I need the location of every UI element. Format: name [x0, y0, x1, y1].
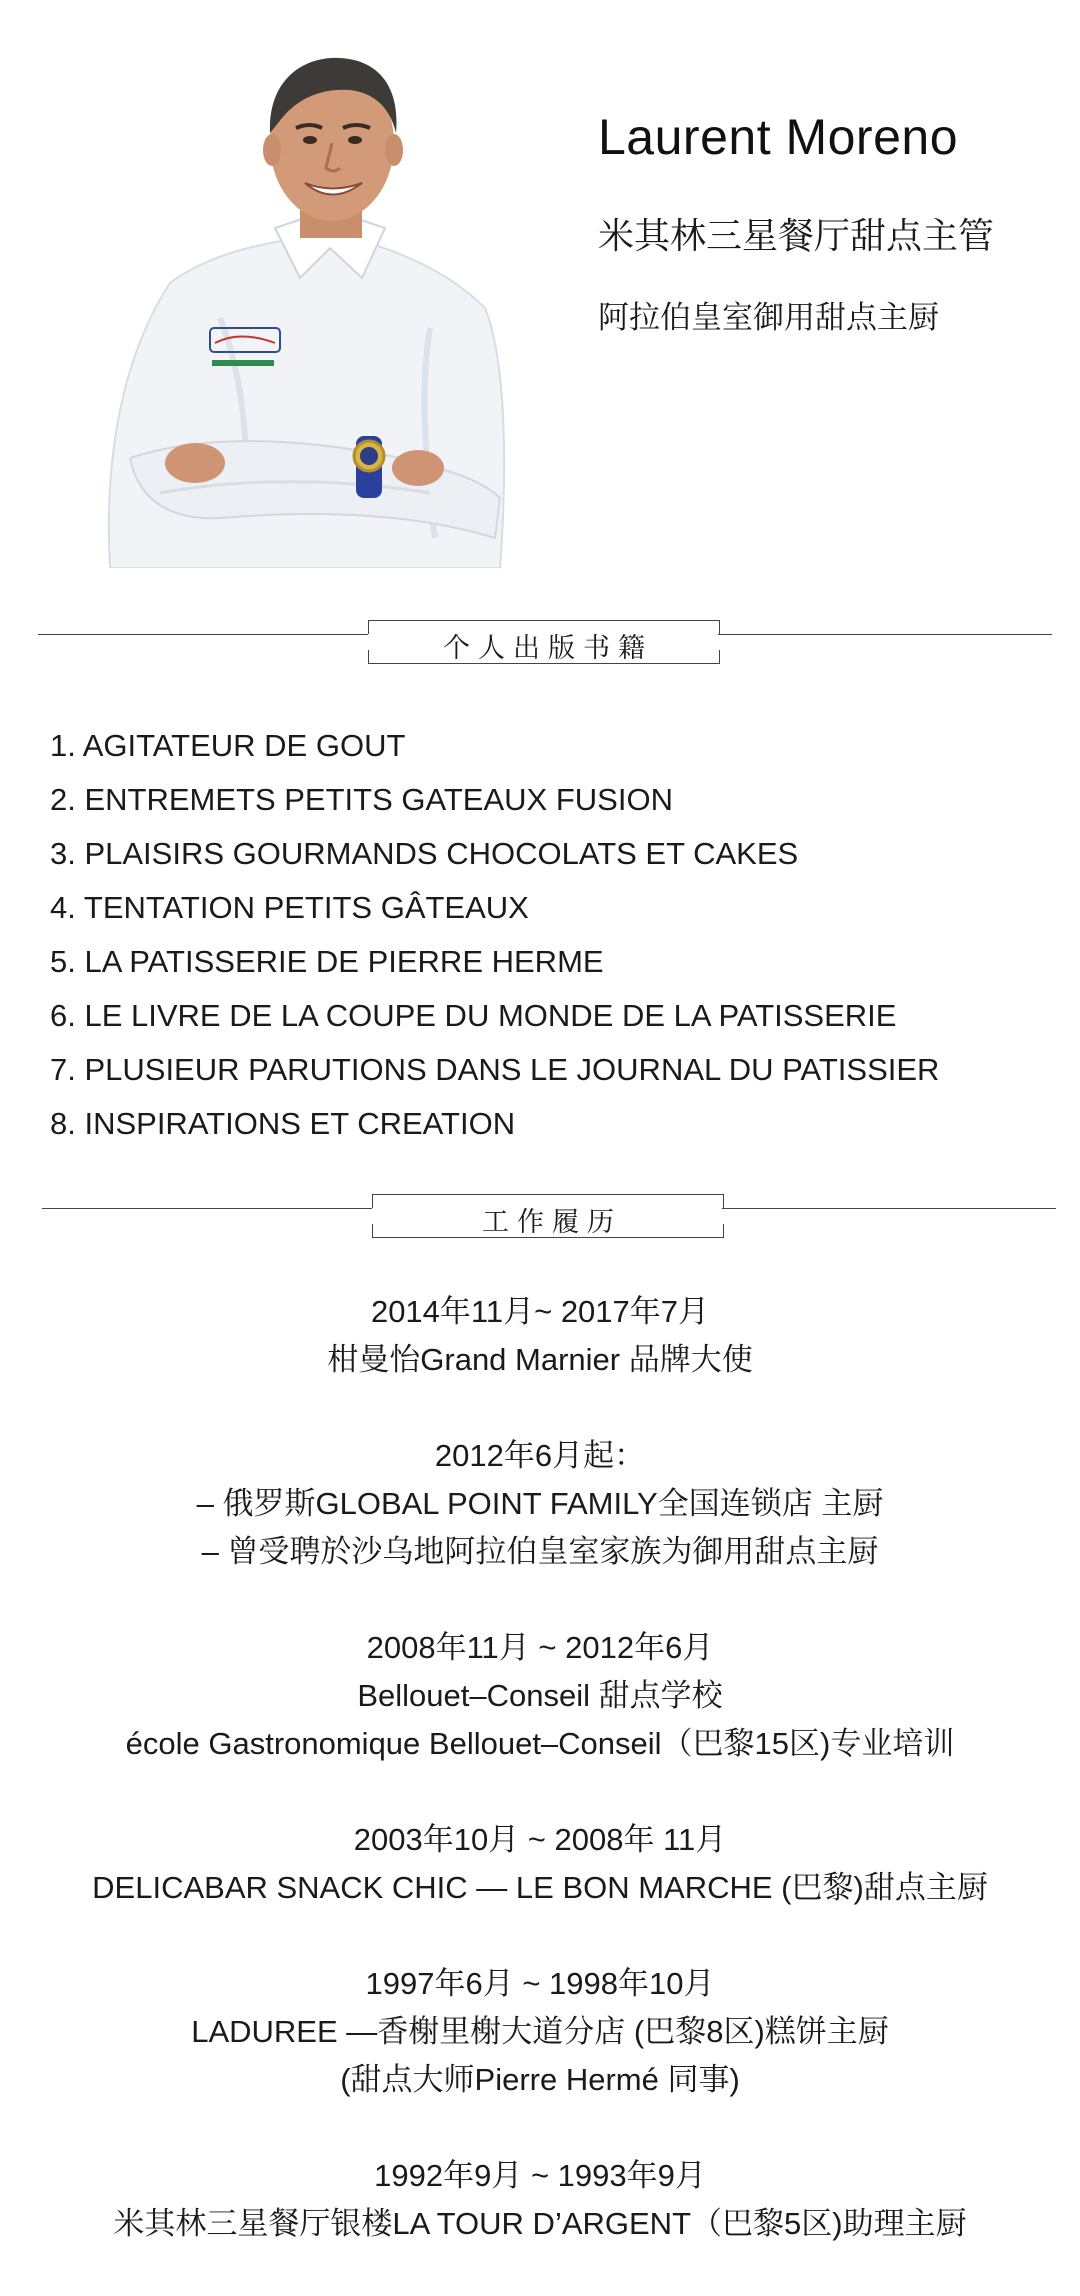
career-period: 2012年6月起：	[434, 1438, 646, 1473]
career-period: 1992年9月 ~ 1993年9月	[374, 2158, 706, 2193]
career-period: 2008年11月 ~ 2012年6月	[366, 1630, 714, 1665]
list-item: 2. ENTREMETS PETITS GATEAUX FUSION	[50, 782, 673, 817]
career-entry	[0, 1288, 1080, 1384]
career-entry	[0, 2152, 1080, 2248]
career-detail: Bellouet–Conseil 甜点学校	[357, 1678, 723, 1713]
list-item: 4. TENTATION PETITS GÂTEAUX	[50, 890, 529, 925]
books-section-title: 个人出版书籍	[443, 633, 653, 664]
list-item: 1. AGITATEUR DE GOUT	[50, 728, 406, 763]
career-section-header	[0, 1194, 1080, 1244]
career-detail: 柑曼怡Grand Marnier 品牌大使	[327, 1342, 753, 1377]
header-rule-left	[42, 1208, 372, 1209]
header-rule-right	[722, 1208, 1056, 1209]
chef-title-primary: 米其林三星餐厅甜点主管	[598, 216, 995, 257]
list-item: 5. LA PATISSERIE DE PIERRE HERME	[50, 944, 604, 979]
header-frame	[372, 1194, 724, 1238]
book-list	[50, 719, 939, 1151]
career-detail: – 俄罗斯GLOBAL POINT FAMILY全国连锁店 主厨	[196, 1486, 884, 1521]
career-entry	[0, 1432, 1080, 1576]
career-detail: 米其林三星餐厅银楼LA TOUR D’ARGENT（巴黎5区)助理主厨	[113, 2206, 967, 2241]
career-detail: DELICABAR SNACK CHIC — LE BON MARCHE (巴黎)甜点主厨	[92, 1870, 988, 1905]
career-entry	[0, 1624, 1080, 1768]
career-detail: LADUREE —香榭里榭大道分店 (巴黎8区)糕饼主厨	[191, 2014, 889, 2049]
career-period: 2014年11月~ 2017年7月	[370, 1294, 710, 1329]
list-item: 7. PLUSIEUR PARUTIONS DANS LE JOURNAL DU PATISSIER	[50, 1052, 940, 1087]
career-detail: (甜点大师Pierre Hermé 同事)	[340, 2062, 740, 2097]
chef-portrait	[100, 38, 520, 568]
career-period: 2003年10月 ~ 2008年 11月	[353, 1822, 727, 1857]
header-rule-right	[718, 634, 1052, 635]
career-period: 1997年6月 ~ 1998年10月	[365, 1966, 715, 2001]
career-list	[0, 1288, 1080, 2296]
chef-name: Laurent Moreno	[598, 109, 959, 165]
chef-title-secondary: 阿拉伯皇室御用甜点主厨	[598, 300, 939, 336]
list-item: 8. INSPIRATIONS ET CREATION	[50, 1106, 516, 1141]
books-section-header	[0, 620, 1080, 670]
list-item: 6. LE LIVRE DE LA COUPE DU MONDE DE LA PATISSERIE	[50, 998, 897, 1033]
career-entry	[0, 1816, 1080, 1912]
header-rule-left	[38, 634, 368, 635]
career-entry	[0, 1960, 1080, 2104]
career-detail: – 曾受聘於沙乌地阿拉伯皇室家族为御用甜点主厨	[201, 1534, 879, 1569]
career-section-title: 工作履历	[482, 1207, 622, 1238]
header-frame	[368, 620, 720, 664]
list-item: 3. PLAISIRS GOURMANDS CHOCOLATS ET CAKES	[50, 836, 799, 871]
career-detail: école Gastronomique Bellouet–Conseil（巴黎15区)专业培训	[125, 1726, 955, 1761]
